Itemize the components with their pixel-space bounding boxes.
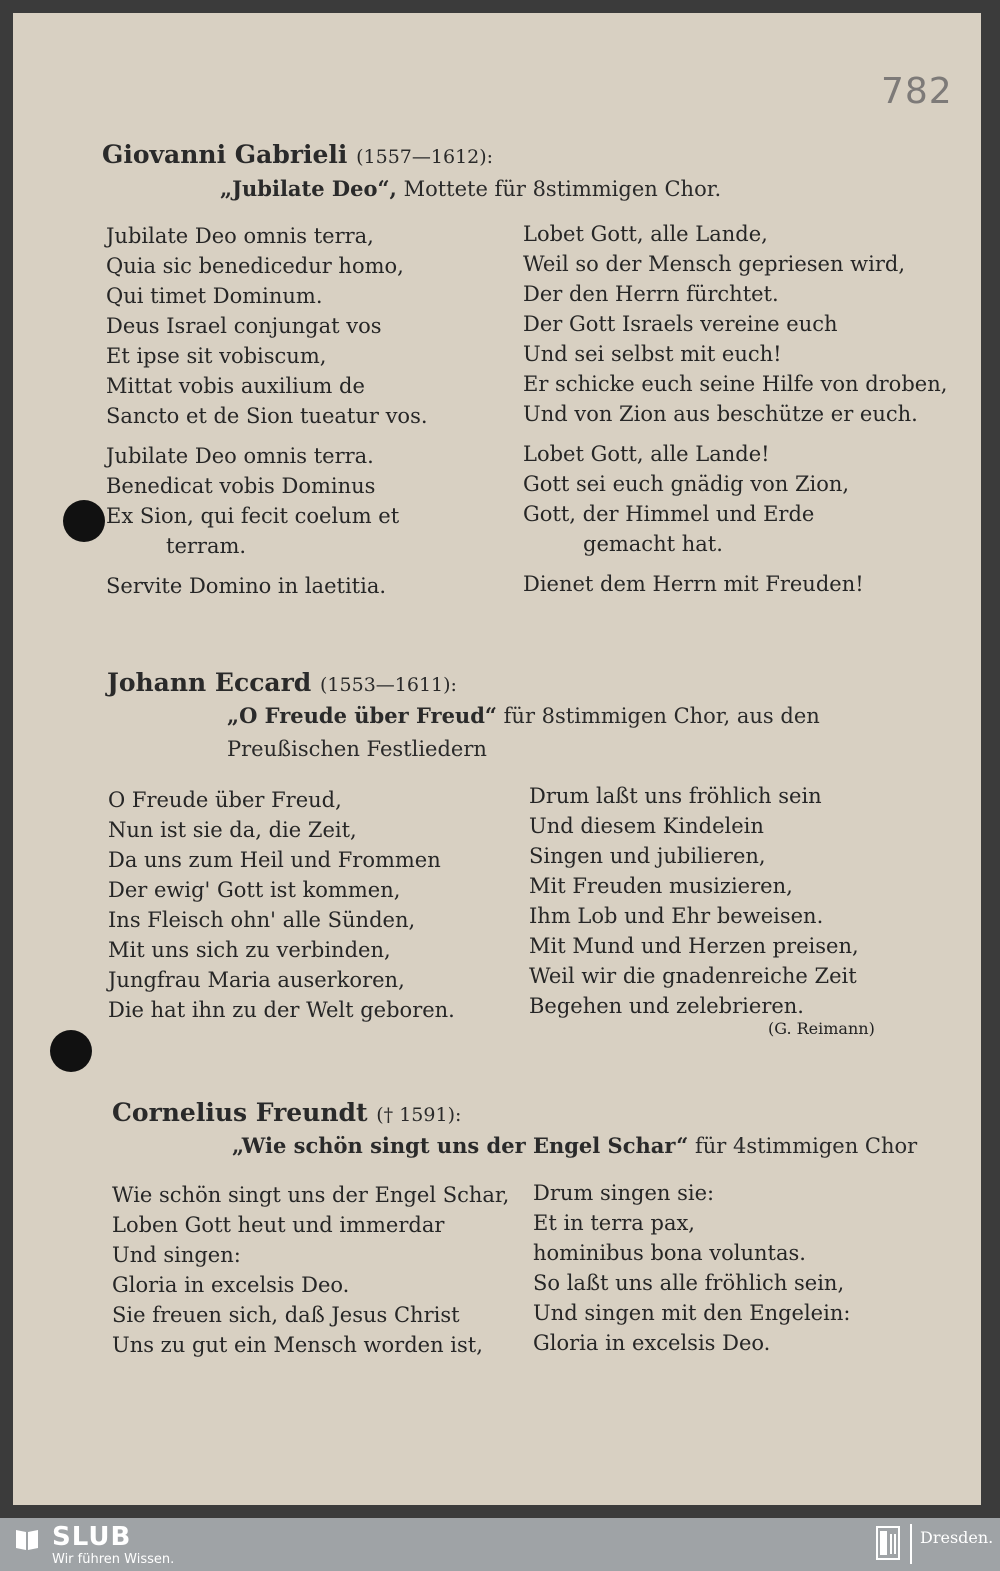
lyrics-right-column [533,1178,850,1358]
text-line: Benedicat vobis Dominus [106,474,376,498]
text-line: Qui timet Dominum. [106,284,323,308]
text-line: Loben Gott heut und immerdar [112,1213,445,1237]
text-line: hominibus bona voluntas. [533,1241,806,1265]
text-line: Mit Freuden musizieren, [529,874,793,898]
text-line: Ex Sion, qui fecit coelum et [106,504,400,528]
text-line: Jungfrau Maria auserkoren, [108,968,405,992]
german-text-column [523,219,947,599]
text-line: Begehen und zelebrieren. [529,994,804,1018]
text-line: Gott sei euch gnädig von Zion, [523,472,850,496]
piece-subtitle [220,176,721,201]
city-logo-text[interactable]: Dresden. [920,1528,994,1547]
text-line: Nun ist sie da, die Zeit, [108,818,357,842]
text-line: Drum singen sie: [533,1181,715,1205]
library-tagline: Wir führen Wissen. [52,1552,175,1567]
text-line: Servite Domino in laetitia. [106,574,387,598]
text-line: Jubilate Deo omnis terra. [106,444,374,468]
lyrics-left-column [108,785,455,1025]
composer-name: Johann Eccard [107,668,312,697]
text-line: Der ewig' Gott ist kommen, [108,878,401,902]
latin-text-column [106,221,428,601]
text-line: Weil so der Mensch gepriesen wird, [523,252,906,276]
piece-description: Mottete für 8stimmigen Chor. [403,177,722,201]
text-line: Sancto et de Sion tueatur vos. [106,404,428,428]
text-line: Die hat ihn zu der Welt geboren. [108,998,455,1022]
text-line: Singen und jubilieren, [529,844,766,868]
piece-subtitle [232,1133,917,1158]
text-line: Und singen mit den Engelein: [533,1301,851,1325]
translator-credit: (G. Reimann) [768,1019,875,1038]
piece-title: „Wie schön singt uns der Engel Schar“ [232,1133,689,1158]
text-line: Und sei selbst mit euch! [523,342,782,366]
text-line: Ins Fleisch ohn' alle Sünden, [108,908,416,932]
text-line: Und von Zion aus beschütze er euch. [523,402,918,426]
text-line: Drum laßt uns fröhlich sein [529,784,822,808]
text-line: Gott, der Himmel und Erde [523,502,815,526]
text-line: Lobet Gott, alle Lande, [523,222,768,246]
composer-heading [112,1098,461,1127]
composer-dates: († 1591): [376,1104,462,1126]
lyrics-left-column [112,1180,509,1360]
composer-dates: (1557—1612): [356,146,494,168]
composer-name: Cornelius Freundt [112,1098,368,1127]
text-line: Sie freuen sich, daß Jesus Christ [112,1303,460,1327]
city-crest-icon [876,1526,900,1560]
text-line: O Freude über Freud, [108,788,342,812]
text-line: Lobet Gott, alle Lande! [523,442,770,466]
punch-hole [50,1030,92,1072]
text-line: gemacht hat. [583,532,723,556]
text-line: Jubilate Deo omnis terra, [106,224,374,248]
text-line: Quia sic benedicedur homo, [106,254,404,278]
page-number: 782 [881,71,953,112]
composer-heading [107,668,457,697]
text-line: Et ipse sit vobiscum, [106,344,327,368]
composer-heading [102,140,493,169]
text-line: Er schicke euch seine Hilfe von droben, [523,372,948,396]
library-footer [0,1518,1000,1571]
text-line: Gloria in excelsis Deo. [112,1273,350,1297]
text-line: Wie schön singt uns der Engel Schar, [112,1183,510,1207]
footer-divider [910,1524,912,1564]
piece-title: „Jubilate Deo“, [220,176,397,201]
text-line: Deus Israel conjungat vos [106,314,382,338]
composer-dates: (1553—1611): [320,674,457,696]
text-line: Uns zu gut ein Mensch worden ist, [112,1333,483,1357]
text-line: Ihm Lob und Ehr beweisen. [529,904,824,928]
piece-title: „O Freude über Freud“ [227,703,497,728]
lyrics-right-column [529,781,859,1021]
piece-subtitle-line2: Preußischen Festliedern [227,737,487,761]
text-line: Mittat vobis auxilium de [106,374,365,398]
text-line: So laßt uns alle fröhlich sein, [533,1271,845,1295]
text-line: Gloria in excelsis Deo. [533,1331,771,1355]
piece-subtitle [227,703,820,728]
text-line: Et in terra pax, [533,1211,695,1235]
text-line: Da uns zum Heil und Frommen [108,848,441,872]
library-logo-text[interactable]: SLUB [52,1522,132,1552]
text-line: terram. [166,534,247,558]
text-line: Dienet dem Herrn mit Freuden! [523,572,864,596]
composer-name: Giovanni Gabrieli [102,140,348,169]
text-line: Der Gott Israels vereine euch [523,312,838,336]
piece-description: für 4stimmigen Chor [695,1134,918,1158]
document-page [13,13,981,1505]
text-line: Mit Mund und Herzen preisen, [529,934,859,958]
punch-hole [63,500,105,542]
text-line: Und diesem Kindelein [529,814,764,838]
book-icon [14,1526,40,1552]
text-line: Mit uns sich zu verbinden, [108,938,391,962]
text-line: Und singen: [112,1243,241,1267]
text-line: Der den Herrn fürchtet. [523,282,779,306]
text-line: Weil wir die gnadenreiche Zeit [529,964,857,988]
piece-description: für 8stimmigen Chor, aus den [503,704,820,728]
